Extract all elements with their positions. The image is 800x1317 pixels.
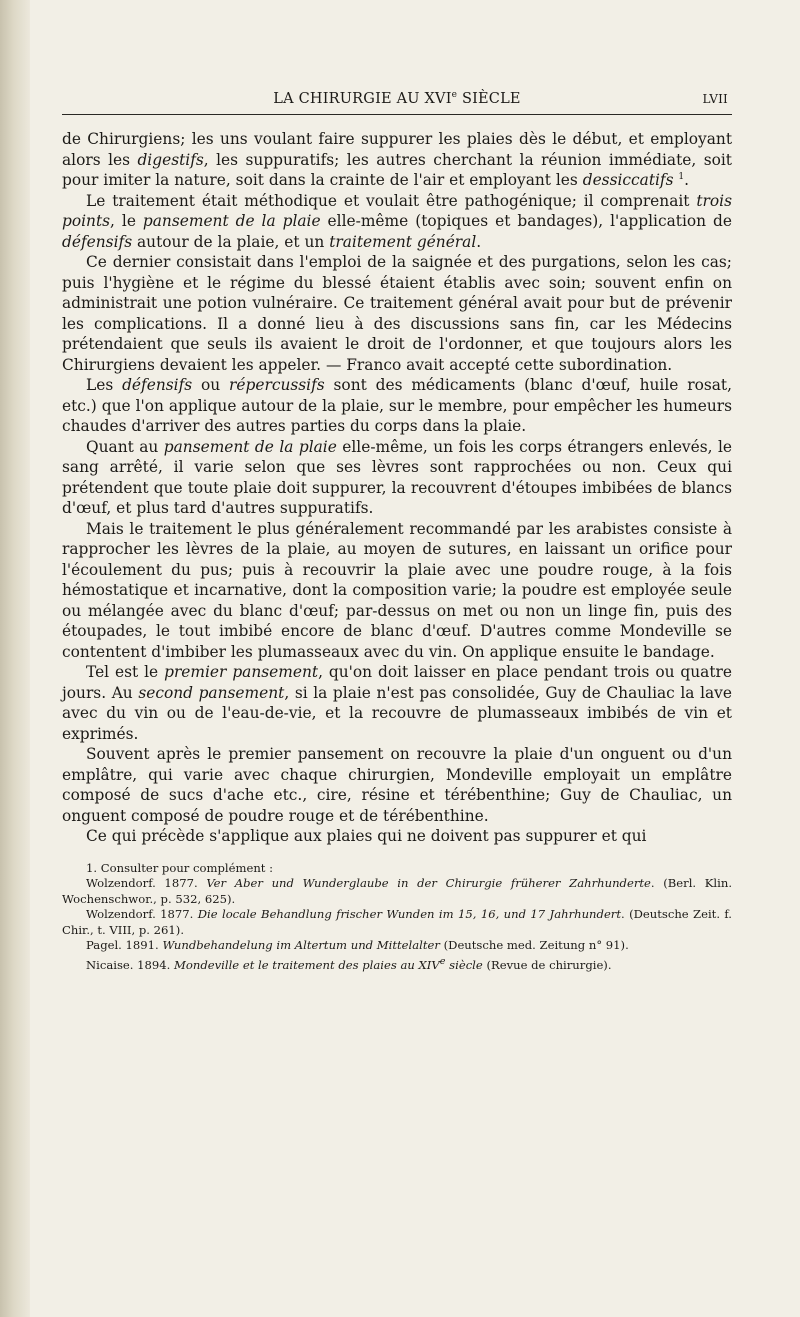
footnotes <box>62 861 732 974</box>
text-run: , si la plaie n'est pas consolidée, Guy de Chauliac la lave avec du vin ou de l'eau-de-vie, et la recouvre de plumasseaux imbibés de vin et exprimés. <box>62 683 732 743</box>
italic-text: trois points <box>62 191 732 230</box>
text-run: Quant au <box>86 437 164 456</box>
italic-text: pansement de la plaie <box>142 212 321 230</box>
italic-text: second pansement <box>138 683 285 702</box>
running-title: LA CHIRURGIE AU XVIe SIÈCLE <box>273 90 521 107</box>
text-run: Les <box>86 376 123 394</box>
italic-text: Die locale Behandlung frischer Wunden im 15, 16, und 17 Jahrhundert <box>197 907 622 922</box>
page-gutter-shadow <box>0 0 30 1317</box>
text-run: . (Berl. Klin. Wochenschwor., p. 532, 625). <box>62 876 732 906</box>
italic-text: répercussifs <box>229 376 325 394</box>
text-run: sont des médicaments (blanc d'œuf, huile rosat, etc.) que l'on applique autour de la plaie, sur le membre, pour empêcher les humeurs chaudes d'arriver des autres parties du corps dans la plaie. <box>62 376 732 435</box>
superscript: e <box>439 956 446 968</box>
text-run: elle-même, un fois les corps étrangers enlevés, le sang arrêté, il varie selon que ses lèvres sont rapprochées ou non. Ceux qui prétendent que toute plaie doit suppurer, la recouvrent d'étoupes imbibées de blancs d'œuf, et plus tard d'autres suppuratifs. <box>62 437 732 517</box>
italic-text: siècle <box>445 957 483 972</box>
footnote <box>62 907 732 938</box>
text-run: Tel est le <box>86 663 165 681</box>
text-run: autour de la plaie, et un <box>132 232 330 251</box>
text-run: , qu'on doit laisser en place pendant trois ou quatre jours. Au <box>62 663 733 702</box>
text-run: Nicaise. 1894. <box>86 957 175 972</box>
text-run: . <box>476 232 482 251</box>
superscript: 1 <box>678 171 685 182</box>
italic-text: Wundbehandelung im Altertum und Mittelalter <box>162 938 440 953</box>
book-page <box>62 88 732 974</box>
text-run: elle-même (topiques et bandages), l'application de <box>320 212 732 230</box>
italic-text: défensifs <box>62 232 133 251</box>
text-run: Mais le traitement le plus généralement recommandé par les arabistes consiste à rapprocher les lèvres de la plaie, au moyen de sutures, en laissant un orifice pour l'écoulement du pus; puis à recouvrir la plaie avec une poudre rouge, à la fois hémostatique et incarnative, dont la composition varie; la poudre est employée seule ou mélangée avec du blanc d'œuf; par-dessus on met ou non un linge fin, puis des étoupades, le tout imbibé encore de blanc d'œuf. D'autres comme Mondeville se contentent d'imbiber les plumasseaux avec du vin. On applique ensuite le bandage. <box>62 519 732 661</box>
text-run: 1. Consulter pour complément : <box>86 860 274 875</box>
italic-text: dessiccatifs <box>582 171 674 189</box>
paragraph <box>62 744 732 826</box>
italic-text: défensifs <box>122 376 193 394</box>
footnote <box>62 938 732 954</box>
running-head <box>62 88 732 115</box>
paragraph <box>62 662 732 744</box>
text-run: Le traitement était méthodique et voulait être pathogénique; il comprenait <box>86 191 697 210</box>
text-run: . <box>684 171 690 189</box>
text-run: , le <box>110 212 143 230</box>
text-run: (Revue de chirurgie). <box>482 957 612 972</box>
footnote <box>62 954 732 973</box>
paragraph <box>62 375 732 437</box>
text-run: (Deutsche med. Zeitung n° 91). <box>439 938 629 953</box>
italic-text: Ver Aber und Wunderglaube in der Chirurgie früherer Zahrhunderte <box>206 876 651 891</box>
text-run: de Chirurgiens; les uns voulant faire suppurer les plaies dès le début, et employant alors les <box>62 130 732 169</box>
text-run: ou <box>192 376 230 394</box>
paragraph <box>62 129 732 191</box>
italic-text: digestifs <box>137 150 204 169</box>
text-run: Wolzendorf. 1877. <box>86 876 207 891</box>
text-run: Souvent après le premier pansement on recouvre la plaie d'un onguent ou d'un emplâtre, qui varie avec chaque chirurgien, Mondeville employait un emplâtre composé de sucs d'ache etc., cire, résine et térébenthine; Guy de Chauliac, un onguent composé de poudre rouge et de térébenthine. <box>62 745 732 825</box>
text-run: Pagel. 1891. <box>86 938 163 953</box>
paragraph <box>62 191 732 253</box>
footnote <box>62 876 732 907</box>
text-run: , les suppuratifs; les autres cherchant la réunion immédiate, soit pour imiter la nature, soit dans la crainte de l'air et employant les <box>62 150 732 189</box>
italic-text: premier pansement <box>164 663 319 681</box>
paragraph <box>62 519 732 663</box>
paragraph <box>62 826 732 847</box>
italic-text: pansement de la plaie <box>163 437 337 456</box>
text-run: Wolzendorf. 1877. <box>86 907 198 922</box>
italic-text: traitement général <box>329 232 477 251</box>
paragraph <box>62 252 732 375</box>
body-text <box>62 129 732 847</box>
text-run: . (Deutsche Zeit. f. Chir., t. VIII, p. 261). <box>62 907 732 937</box>
italic-text: Mondeville et le traitement des plaies au XIV <box>174 957 440 972</box>
page-number: LVII <box>702 92 728 106</box>
footnote <box>62 861 732 877</box>
text-run: Ce dernier consistait dans l'emploi de la saignée et des purgations, selon les cas; puis l'hygiène et le régime du blessé étaient établis avec soin; souvent enfin on administrait une potion vulnéraire. Ce traitement général avait pour but de prévenir les complications. Il a donné lieu à des discussions sans fin, car les Médecins prétendaient que seuls ils avaient le droit de l'ordonner, et que toujours alors les Chirurgiens devaient les appeler. — Franco avait accepté cette subordination. <box>62 253 732 374</box>
text-run: Ce qui précède s'applique aux plaies qui ne doivent pas suppurer et qui <box>86 827 647 845</box>
paragraph <box>62 437 732 519</box>
